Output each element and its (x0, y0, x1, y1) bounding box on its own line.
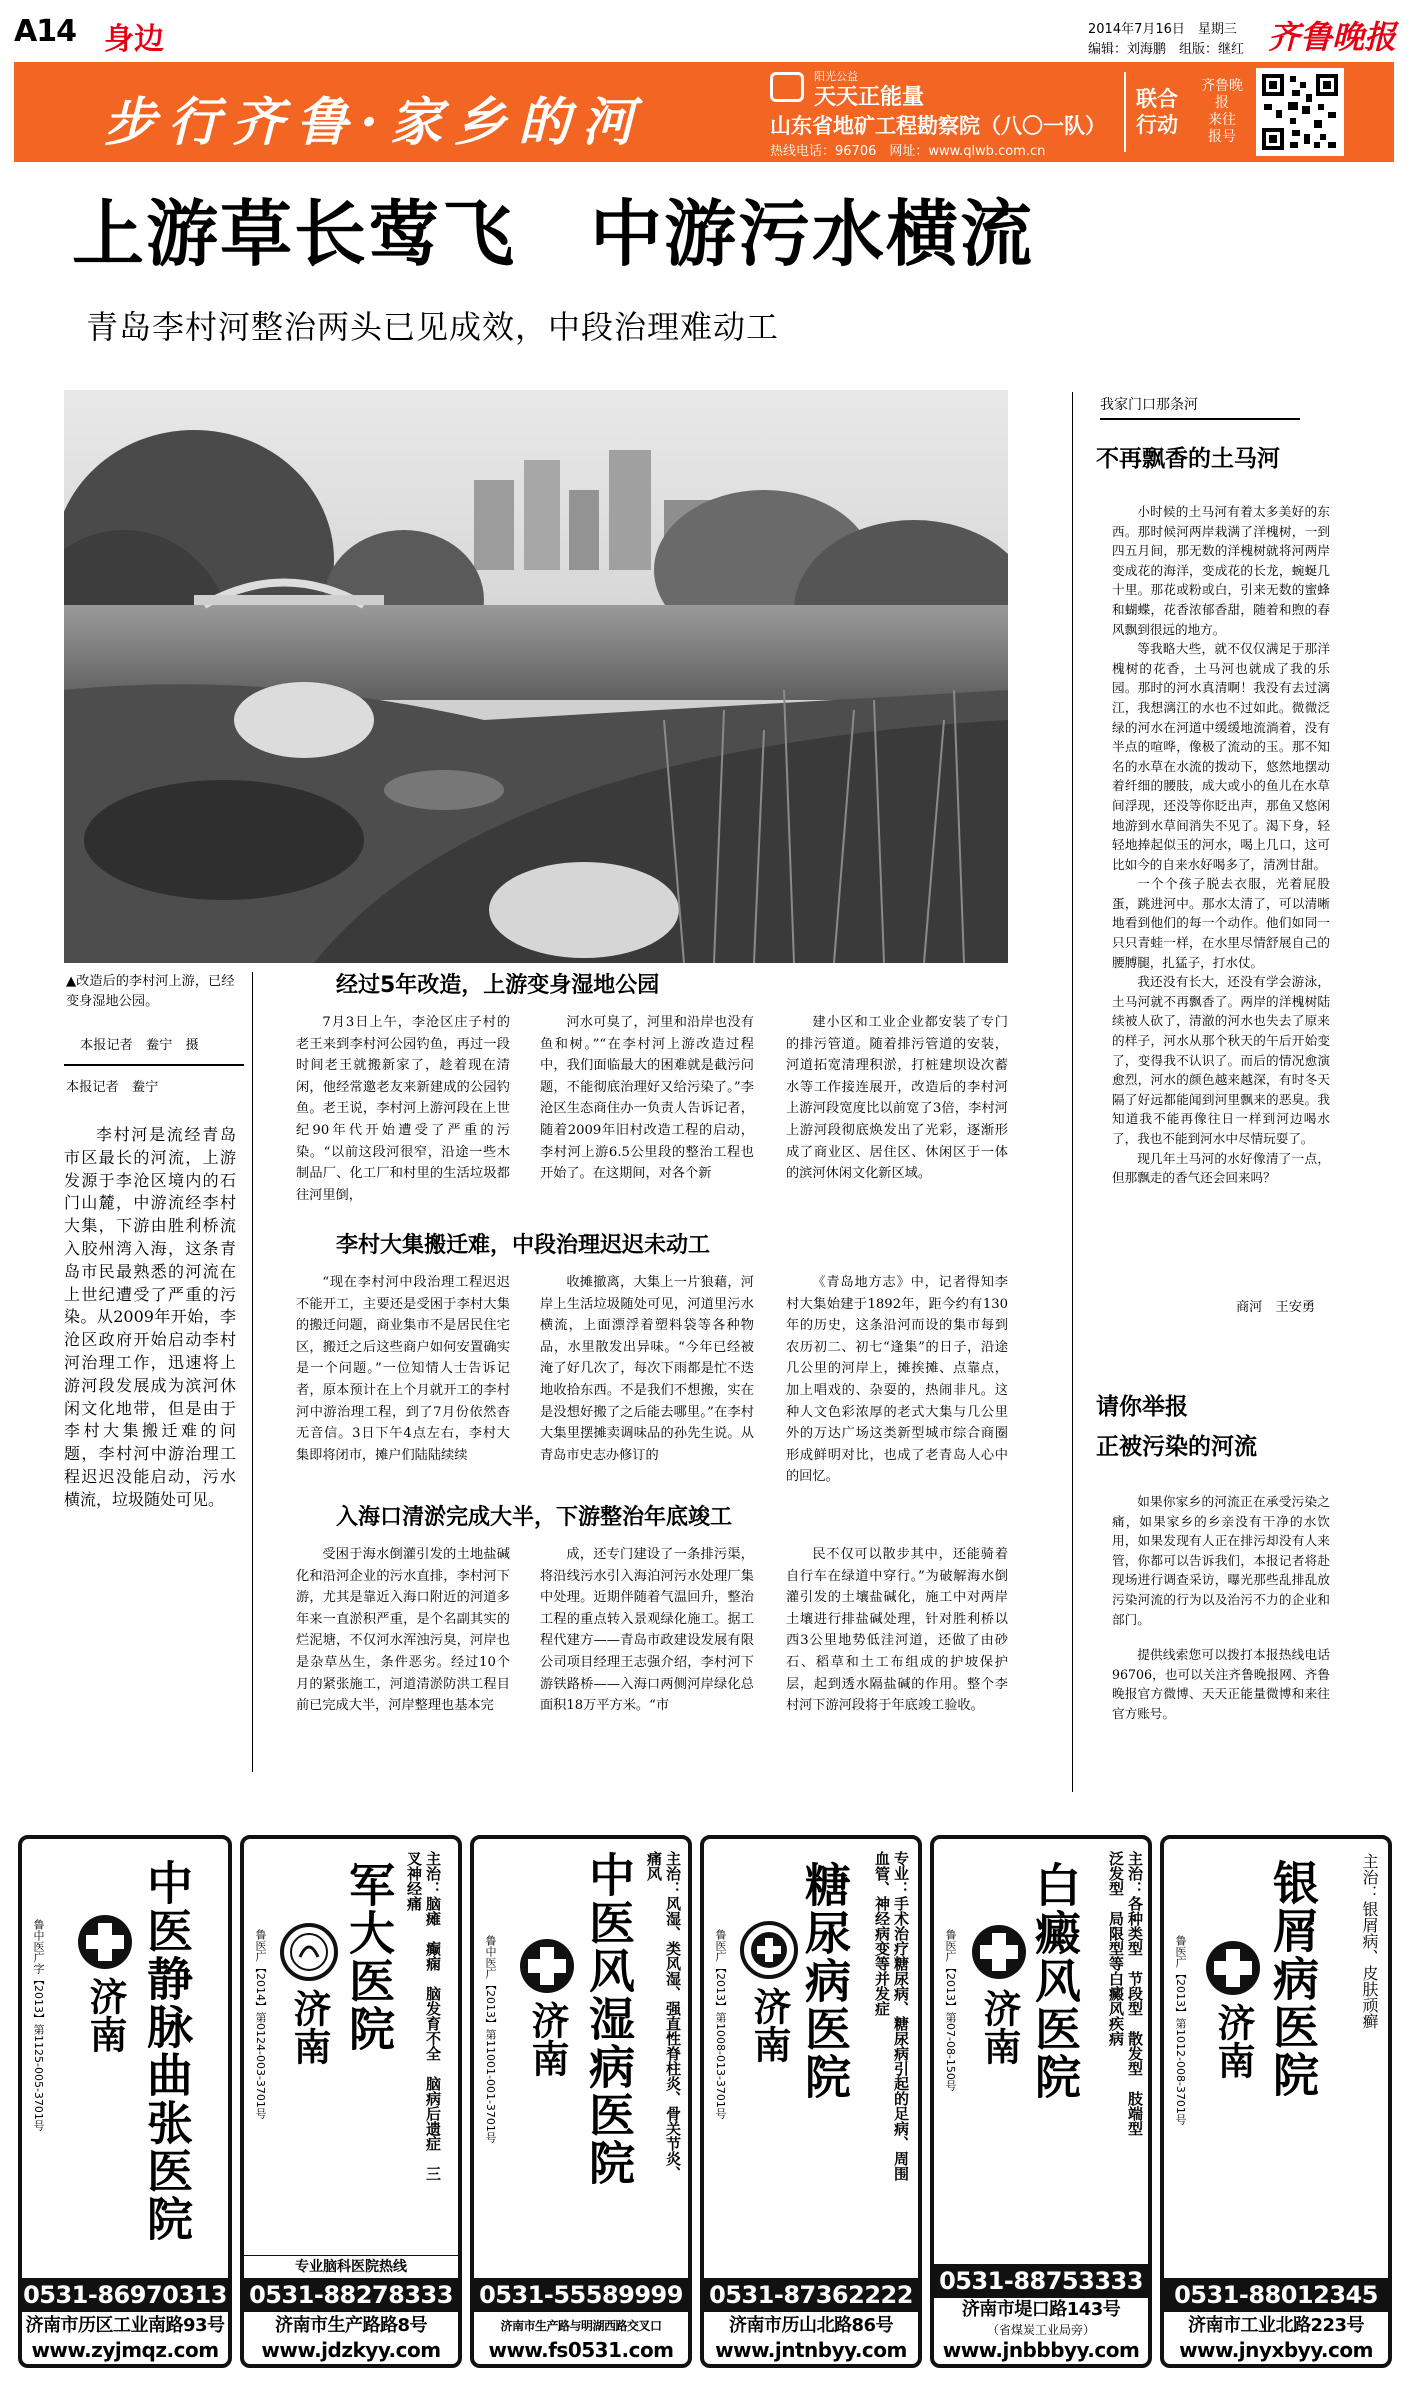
ad-phone[interactable]: 0531-88753333 (934, 2264, 1148, 2298)
essay-author: 商河 王安勇 (1236, 1300, 1316, 1315)
ad-license: 鲁医广【2013】第1012-008-3701号 (1174, 1935, 1187, 2125)
column-tag: 我家门口那条河 (1100, 394, 1300, 420)
medical-cross-icon (970, 1923, 1028, 1981)
section-1-col-3: 建小区和工业企业都安装了专门的排污管道。随着排污管道的安装，河道拓宽清理积淤，打桩建坝设次蓄水等工作接连展开，改造后的李村河上游河段宽度比以前宽了3倍，李村河上游河段彻底焕发出了光彩，逐渐形成了商业区、居住区、休闲区于一体的滨河休闲文化新区域。 (786, 1015, 1008, 1182)
banner (14, 62, 1394, 162)
section-2-col-3: 《青岛地方志》中，记者得知李村大集始建于1892年，距今约有130年的历史，这条沿河而设的集市每到农历初二、初七“逢集”的日子，沿途几公里的河岸上，摊挨摊、点靠点，加上唱戏的、杂耍的，热闹非凡。这种人文色彩浓厚的老式大集与几公里外的万达广场这类新型城市综合商圈形成鲜明对比，也成了老青岛人心中的回忆。 (786, 1275, 1008, 1485)
section-3-col-3: 民不仅可以散步其中，还能骑着自行车在绿道中穿行。”为破解海水倒灌引发的土壤盐碱化，施工中对两岸土壤进行排盐碱处理，针对胜利桥以西3公里地势低洼河道，还做了由砂石、稻草和土工布组成的护坡保护层，起到透水隔盐碱的作用。整个李村河下游河段将于年底竣工验收。 (786, 1547, 1008, 1714)
ad-phone[interactable]: 0531-86970313 (22, 2278, 228, 2312)
ad-url[interactable]: www.jdzkyy.com (261, 2338, 441, 2362)
ad-city: 济南 (1211, 2003, 1256, 2079)
section-2-heading: 李村大集搬迁难，中段治理迟迟未动工 (336, 1233, 711, 1258)
ad-rheumatism-hospital[interactable] (470, 1835, 692, 2368)
ad-hospital-name: 糖尿病医院 (798, 1861, 852, 2101)
medical-cross-icon (1204, 1939, 1262, 1997)
ad-license: 鲁医广【2014】第0124-003-3701号 (254, 1929, 267, 2119)
ad-city: 济南 (525, 2001, 570, 2077)
report-title-2: 正被污染的河流 (1096, 1434, 1257, 1460)
ad-url[interactable]: www.jntnbyy.com (715, 2338, 907, 2362)
ad-hotline-label: 专业脑科医院热线 (244, 2255, 458, 2278)
ad-hospital-name: 白癜风医院 (1028, 1861, 1082, 2101)
wetland-park-image (64, 390, 1008, 963)
section-3-heading: 入海口清淤完成大半，下游整治年底竣工 (336, 1505, 733, 1530)
ad-phone[interactable]: 0531-88012345 (1164, 2278, 1388, 2312)
essay-title: 不再飘香的土马河 (1096, 446, 1280, 472)
hospital-badge-icon (740, 1921, 798, 1979)
ad-address-note: （省煤炭工业局旁） (986, 2323, 1095, 2337)
lead-byline: 本报记者 鲞宁 (66, 1080, 159, 1095)
sponsor-org: 山东省地矿工程勘察院（八〇一队） (770, 114, 1106, 138)
editor-line: 编辑：刘海鹏 组版：继红 (1088, 42, 1245, 57)
ad-treatment-note: 主治：风湿、类风湿、强直性脊柱炎、骨关节炎、痛风 (645, 1851, 682, 2181)
ad-diabetes-hospital[interactable] (700, 1835, 922, 2368)
ad-hospital-name: 中医风湿病医院 (582, 1851, 636, 2187)
section-1-heading: 经过5年改造，上游变身湿地公园 (336, 973, 660, 998)
column-rule (252, 972, 253, 1772)
hospital-badge-icon (280, 1923, 338, 1981)
ad-hospital-name: 中医静脉曲张医院 (140, 1859, 194, 2243)
ad-treatment-note: 主治：脑瘫 癫痫 脑发育不全 脑病后遗症 三叉神经痛 (405, 1851, 442, 2181)
ad-psoriasis-hospital[interactable] (1160, 1835, 1392, 2368)
ad-license: 鲁中医广字【2013】第1125-005-3701号 (32, 1919, 45, 2131)
ad-treatment-note: 主治：银屑病、皮肤顽癣 (1360, 1853, 1379, 2029)
ad-treatment-note: 专业：手术治疗糖尿病、糖尿病引起的足病、周围血管、神经病变等并发症 (873, 1851, 910, 2181)
medical-cross-icon (518, 1937, 576, 1995)
section-name: 身边 (104, 22, 164, 57)
hotline: 热线电话：96706 网址：www.qlwb.com.cn (770, 144, 1046, 159)
joint-action: 联合行动 (1136, 87, 1178, 137)
section-3-col-1: 受困于海水倒灌引发的土地盐碱化和沿河企业的污水直排，李村河下游，尤其是靠近入海口附近的河道多年来一直淤积严重，是个名副其实的烂泥塘，不仅河水浑浊污臭，河岸也是杂草丛生，条件恶劣。经过10个月的紧张施工，河道清淤防洪工程目前已完成大半，河岸整理也基本完 (296, 1547, 510, 1714)
ad-hospital-name: 银屑病医院 (1266, 1859, 1320, 2099)
ad-treatment-note: 主治：各种类型 节段型 散发型 肢端型 泛发型 局限型等白癜风疾病 (1107, 1851, 1144, 2151)
subheadline: 青岛李村河整治两头已见成效，中段治理难动工 (86, 308, 780, 346)
joint-partners: 齐鲁晚报 来往 报号 (1201, 78, 1243, 145)
ad-license: 鲁中医广【2013】第11001-001-3701号 (484, 1935, 497, 2143)
ad-neuro-hospital[interactable] (240, 1835, 462, 2368)
divider (1124, 72, 1126, 152)
ad-license: 鲁医广【2013】第07-08-150号 (944, 1929, 957, 2091)
ad-url[interactable]: www.fs0531.com (488, 2338, 674, 2362)
essay-body: 小时候的土马河有着太多美好的东西。那时候河两岸栽满了洋槐树，一到四五月间，那无数的洋槐树就将河两岸变成花的海洋，变成花的长龙，蜿蜒几十里。那花或粉或白，引来无数的蜜蜂和蝴蝶，花香浓郁香甜，随着和煦的春风飘到很远的地方。 等我略大些，就不仅仅满足于那洋槐树的花香，土马河也就成了我的乐园。那时的河水真清啊！我没有去过漓江，我想漓江的水也不过如此。微微泛绿的河水在河道中缓缓地流淌着，没有半点的喧哗，像极了流动的玉。那不知名的水草在水流的拨动下，悠然地摆动着纤细的腰肢，成大或小的鱼儿在水草间浮现，还没等你眨出声，那鱼又悠闲地游到水草间消失不见了。渴下身，轻轻地捧起似玉的河水，喝上几口，这可比如今的自来水好喝多了，清冽甘甜。 一个个孩子脱去衣服，光着屁股蛋，跳进河中。那水太清了，可以清晰地看到他们的每一个动作。他们如同一只只青蛙一样，在水里尽情舒展自己的腰膊腿，扎猛子，打水仗。 我还没有长大，还没有学会游泳，土马河就不再飘香了。两岸的洋槐树陆续被人砍了，清澈的河水也失去了原来的样子，河水从那个秋天的午后开始变了，变得我不认识了。而后的情况愈演愈烈，河水的颜色越来越深，有时冬天隔了好远都能闻到河里飘来的恶臭。我知道我不能再像往日一样到河边喝水了，我也不能到河水中尽情玩耍了。 现几年土马河的水好像清了一点，但那飘走的香气还会回来吗？ (1112, 504, 1330, 1186)
river-photo[interactable] (64, 390, 1008, 963)
ad-license: 鲁医广【2013】第1008-013-3701号 (714, 1929, 727, 2119)
qr-code[interactable] (1256, 68, 1344, 156)
ad-url[interactable]: www.zyjmqz.com (31, 2338, 219, 2362)
photo-caption: ▲改造后的李村河上游，已经变身湿地公园。 (66, 974, 235, 1009)
report-title-1: 请你举报 (1096, 1394, 1188, 1420)
qr-code-icon (1262, 74, 1338, 150)
newspaper-logo: 齐鲁晚报 (1268, 18, 1397, 56)
section-1-col-2: 河水可臭了，河里和沿岸也没有鱼和树。”“在李村河上游改造过程中，我们面临最大的困难就是截污问题，不能彻底治理好又给污染了。”李沧区生态商住办一负责人告诉记者，随着2009年旧村改造工程的启动，李村河上游6.5公里段的整治工程也开始了。在这期间，对各个新 (540, 1015, 754, 1182)
rule (64, 1064, 244, 1066)
ad-address: 济南市历区工业南路93号 (25, 2315, 225, 2336)
sponsor-logo-icon (770, 72, 804, 102)
ad-hospital-name: 军大医院 (342, 1861, 396, 2053)
page-number: A14 (14, 14, 76, 49)
ad-city: 济南 (747, 1987, 792, 2063)
section-1-col-1: 7月3日上午，李沧区庄子村的老王来到李村河公园钓鱼，再过一段时间老王就搬新家了，趁着现在清闲，他经常邀老友来新建成的公园钓鱼。老王说，李村河上游河段在上世纪90年代开始遭受了严重的污染。“以前这段河很窄，沿途一些木制品厂、化工厂和村里的生活垃圾都往河里倒， (296, 1015, 510, 1203)
sidebar-rule (1072, 392, 1073, 1792)
ad-phone[interactable]: 0531-55589999 (474, 2278, 688, 2312)
section-3-col-2: 成，还专门建设了一条排污渠，将沿线污水引入海泊河污水处理厂集中处理。近期伴随着气温回升，整治工程的重点转入景观绿化施工。据工程代建方——青岛市政建设发展有限公司项目经理王志强介绍，李村河下游铁路桥——入海口两侧河岸绿化总面积18万平方米。“市 (540, 1547, 754, 1714)
ad-address: 济南市历山北路86号 (728, 2315, 894, 2336)
ad-address: 济南市生产路路8号 (274, 2315, 428, 2336)
ad-city: 济南 (287, 1989, 332, 2065)
ad-varicose-hospital[interactable] (18, 1835, 232, 2368)
ad-phone[interactable]: 0531-87362222 (704, 2278, 918, 2312)
ad-url[interactable]: www.jnyxbyy.com (1179, 2338, 1373, 2362)
sponsor-tag: 阳光公益 (814, 70, 858, 83)
headline: 上游草长莺飞 中游污水横流 (72, 191, 1035, 276)
ad-address: 济南市生产路与明湖西路交叉口 (500, 2319, 662, 2333)
ad-url[interactable]: www.jnbbbyy.com (942, 2338, 1140, 2362)
report-body: 如果你家乡的河流正在承受污染之痛，如果家乡的乡亲没有干净的水饮用，如果发现有人正在排污却没有人来管，你都可以告诉我们，本报记者将赴现场进行调查采访，曝光那些乱排乱放污染河流的行为以及治污不力的企业和部门。 提供线索您可以拨打本报热线电话96706，也可以关注齐鲁晚报网、齐鲁晚报官方微博、天天正能量微博和来往官方账号。 (1112, 1494, 1330, 1721)
section-2-col-1: “现在李村河中段治理工程迟迟不能开工，主要还是受困于李村大集的搬迁问题，商业集市不是居民住宅区，搬迁之后这些商户如何安置确实是一个问题。”一位知情人士告诉记者，原本预计在上个月就开工的李村河中游治理工程，到了7月份依然杳无音信。3日下午4点左右，李村大集即将闭市，摊户们陆陆续续 (296, 1275, 510, 1463)
banner-title: 步行齐鲁·家乡的河 (104, 92, 647, 153)
photo-credit: 本报记者 鲞宁 摄 (80, 1038, 199, 1053)
ad-address: 济南市堤口路143号 (961, 2299, 1121, 2320)
ad-city: 济南 (83, 1977, 128, 2053)
date-line: 2014年7月16日 星期三 (1088, 22, 1237, 37)
sponsor-brand: 天天正能量 (814, 85, 925, 110)
medical-cross-icon (76, 1913, 134, 1971)
ad-city: 济南 (977, 1989, 1022, 2065)
lead-paragraph: 李村河是流经青岛市区最长的河流，上游发源于李沧区境内的石门山麓，中游流经李村大集，下游由胜利桥流入胶州湾入海，这条青岛市民最熟悉的河流在上世纪遭受了严重的污染。从2009年开始，李沧区政府开始启动李村河治理工作，迅速将上游河段发展成为滨河休闲文化地带，但是由于李村大集搬迁难的问题，李村河中游治理工程迟迟没能启动，污水横流，垃圾随处可见。 (64, 1125, 236, 1509)
ad-phone[interactable]: 0531-88278333 (244, 2278, 458, 2312)
ad-vitiligo-hospital[interactable] (930, 1835, 1152, 2368)
ad-address: 济南市工业北路223号 (1187, 2315, 1365, 2336)
section-2-col-2: 收摊撤离，大集上一片狼藉，河岸上生活垃圾随处可见，河道里污水横流，上面漂浮着塑料袋等各种物品，水里散发出异味。“今年已经被淹了好几次了，每次下雨都是忙不迭地收拾东西。不是我们不想搬，实在是没想好搬了之后能去哪里。”在李村大集里摆摊卖调味品的孙先生说。从青岛市史志办修订的 (540, 1275, 754, 1463)
